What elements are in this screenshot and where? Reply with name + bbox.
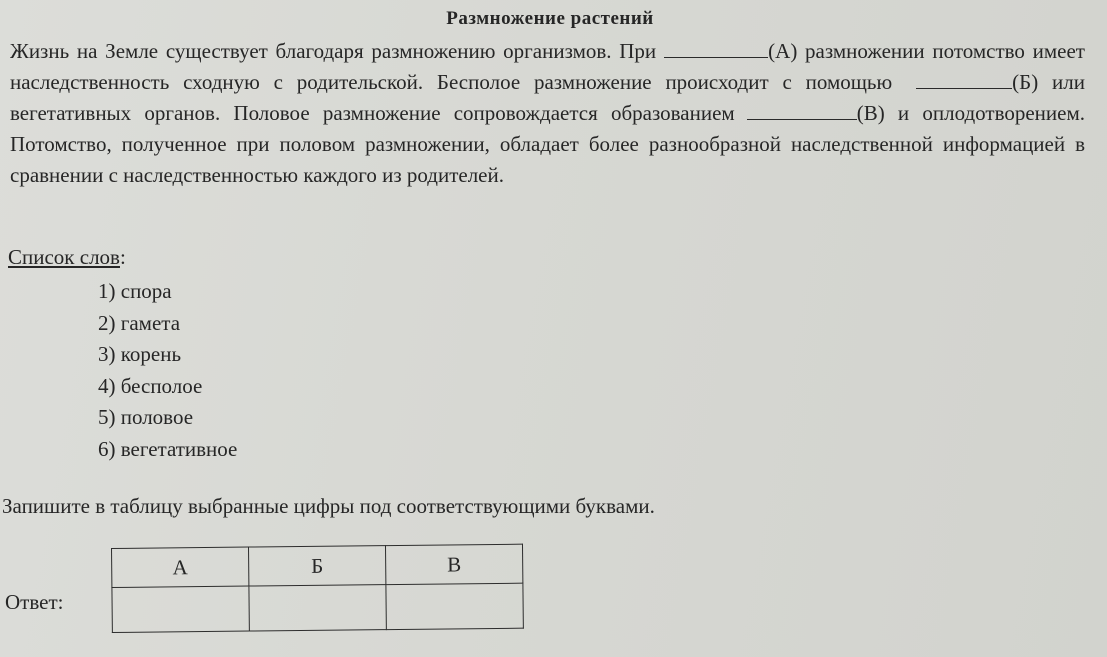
paragraph-part-1: Жизнь на Земле существует благодаря размножению организмов. При — [10, 39, 657, 63]
paragraph-part-2: (А) размножении потомство имеет наследственность сходную с родительской. Бесполое размножение происходит с помощью — [10, 39, 1085, 94]
list-item: 6) вегетативное — [98, 436, 238, 461]
blank-c — [747, 101, 857, 120]
answer-input-row — [112, 583, 523, 632]
answer-header-a: А — [112, 547, 249, 587]
answer-header-c: В — [385, 544, 522, 584]
paragraph-part-3: (Б) или вегетативных органов. Половое размножение сопровождается образованием — [10, 70, 1085, 125]
answer-cell-b[interactable] — [249, 585, 386, 631]
answer-cell-a[interactable] — [112, 586, 249, 632]
list-item: 1) спора — [98, 279, 172, 303]
word-list-title: Список слов — [8, 245, 120, 269]
answer-header-row — [112, 544, 523, 587]
paragraph-part-4: (В) и оплодотворением. Потомство, полученное при половом размножении, обладает более разнообразной наследственной информацией в сравнении с наследственностью каждого из родителей. — [10, 101, 1086, 187]
task-paragraph — [10, 36, 1085, 191]
blank-b — [916, 70, 1012, 89]
word-list-heading — [8, 245, 126, 270]
answer-table — [111, 544, 524, 633]
answer-cell-c[interactable] — [386, 583, 523, 629]
list-item: 4) бесполое — [98, 373, 203, 398]
word-list-colon: : — [119, 245, 126, 269]
answer-header-b: Б — [248, 546, 385, 586]
list-item: 3) корень — [98, 342, 182, 366]
list-item: 5) половое — [98, 405, 194, 429]
word-list — [98, 276, 237, 465]
instruction-text: Запишите в таблицу выбранные цифры под соответствующими буквами. — [2, 494, 655, 518]
page-title: Размножение растений — [446, 8, 654, 29]
answer-label: Ответ: — [5, 590, 64, 614]
list-item: 2) гамета — [98, 310, 181, 335]
blank-a — [664, 39, 768, 58]
